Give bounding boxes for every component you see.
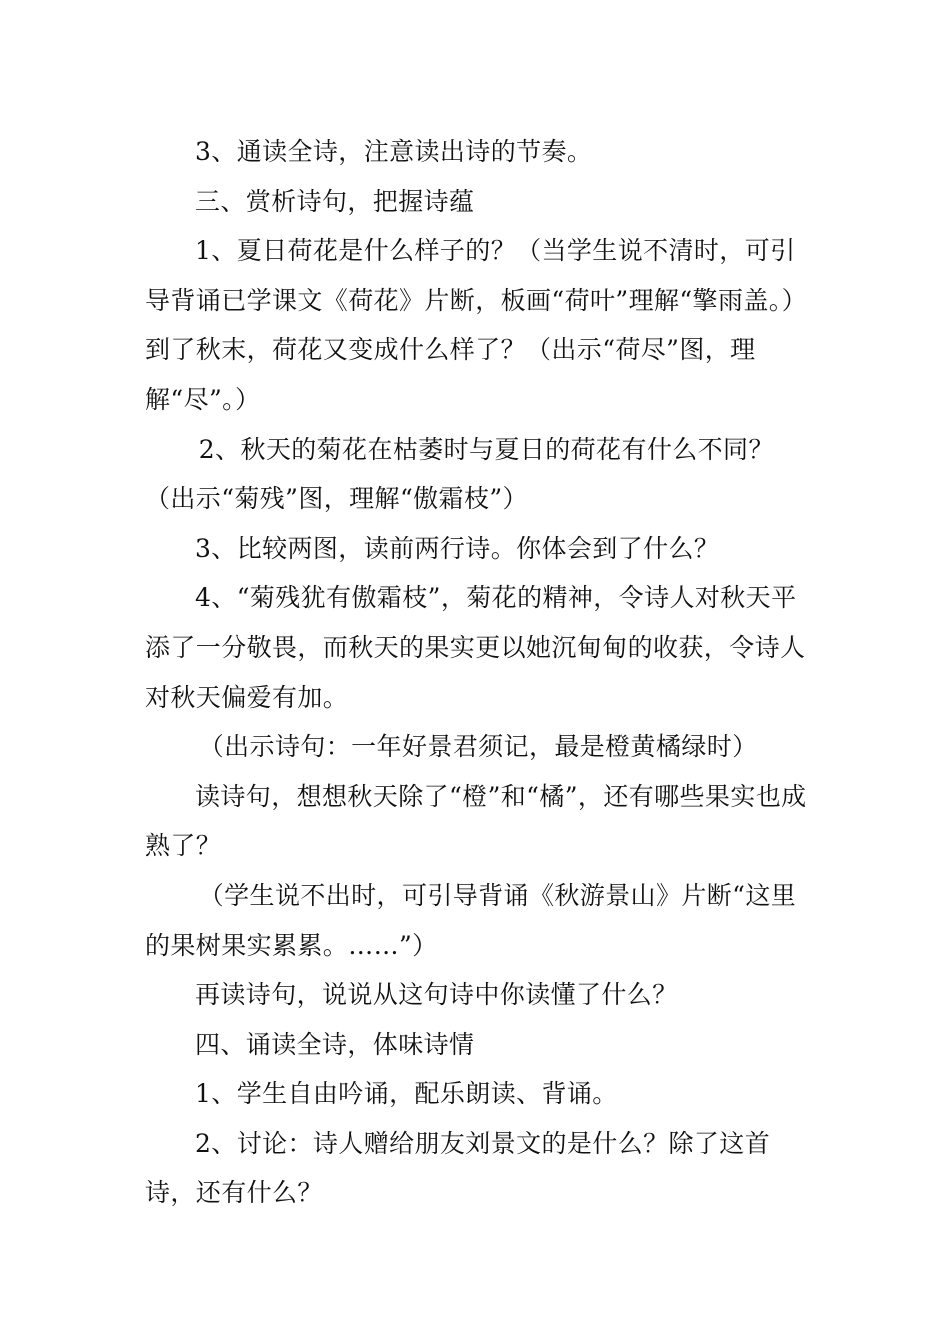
paragraph-reread-line: 再读诗句，说说从这句诗中你读懂了什么？	[195, 980, 678, 1010]
paragraph-discussion: 2、讨论：诗人赠给朋友刘景文的是什么？除了这首诗，还有什么？	[145, 1128, 771, 1208]
section-heading-recite: 四、诵读全诗，体味诗情	[195, 1029, 475, 1059]
paragraph-read-whole-poem: 3、通读全诗，注意读出诗的节奏。	[195, 137, 593, 166]
document-body	[145, 127, 815, 1218]
paragraph-show-poem-line: （出示诗句：一年好景君须记，最是橙黄橘绿时）	[198, 732, 758, 762]
paragraph-free-recite: 1、学生自由吟诵，配乐朗读、背诵。	[195, 1079, 618, 1109]
paragraph-read-line-fruits: 读诗句，想想秋天除了“橙”和“橘”，还有哪些果实也成熟了？	[145, 781, 807, 861]
paragraph-summer-lotus: 1、夏日荷花是什么样子的？（当学生说不清时，可引导背诵已学课文《荷花》片断，板画“荷叶”理解“擎雨盖。）到了秋末，荷花又变成什么样了？（出示“荷尽”图，理解“尽”。）	[145, 236, 808, 414]
paragraph-chrysanthemum-spirit: 4、“菊残犹有傲霜枝”，菊花的精神，令诗人对秋天平添了一分敬畏，而秋天的果实更以她沉甸甸的收获，令诗人对秋天偏爱有加。	[145, 583, 806, 712]
paragraph-compare-pictures: 3、比较两图，读前两行诗。你体会到了什么？	[195, 533, 720, 563]
section-heading-appreciate: 三、赏析诗句，把握诗蕴	[195, 186, 475, 216]
paragraph-guide-recite: （学生说不出时，可引导背诵《秋游景山》片断“这里的果树果实累累。……”）	[145, 880, 797, 960]
paragraph-autumn-chrysanthemum: 2、秋天的菊花在枯萎时与夏日的荷花有什么不同？（出示“菊残”图，理解“傲霜枝”）	[145, 434, 774, 514]
